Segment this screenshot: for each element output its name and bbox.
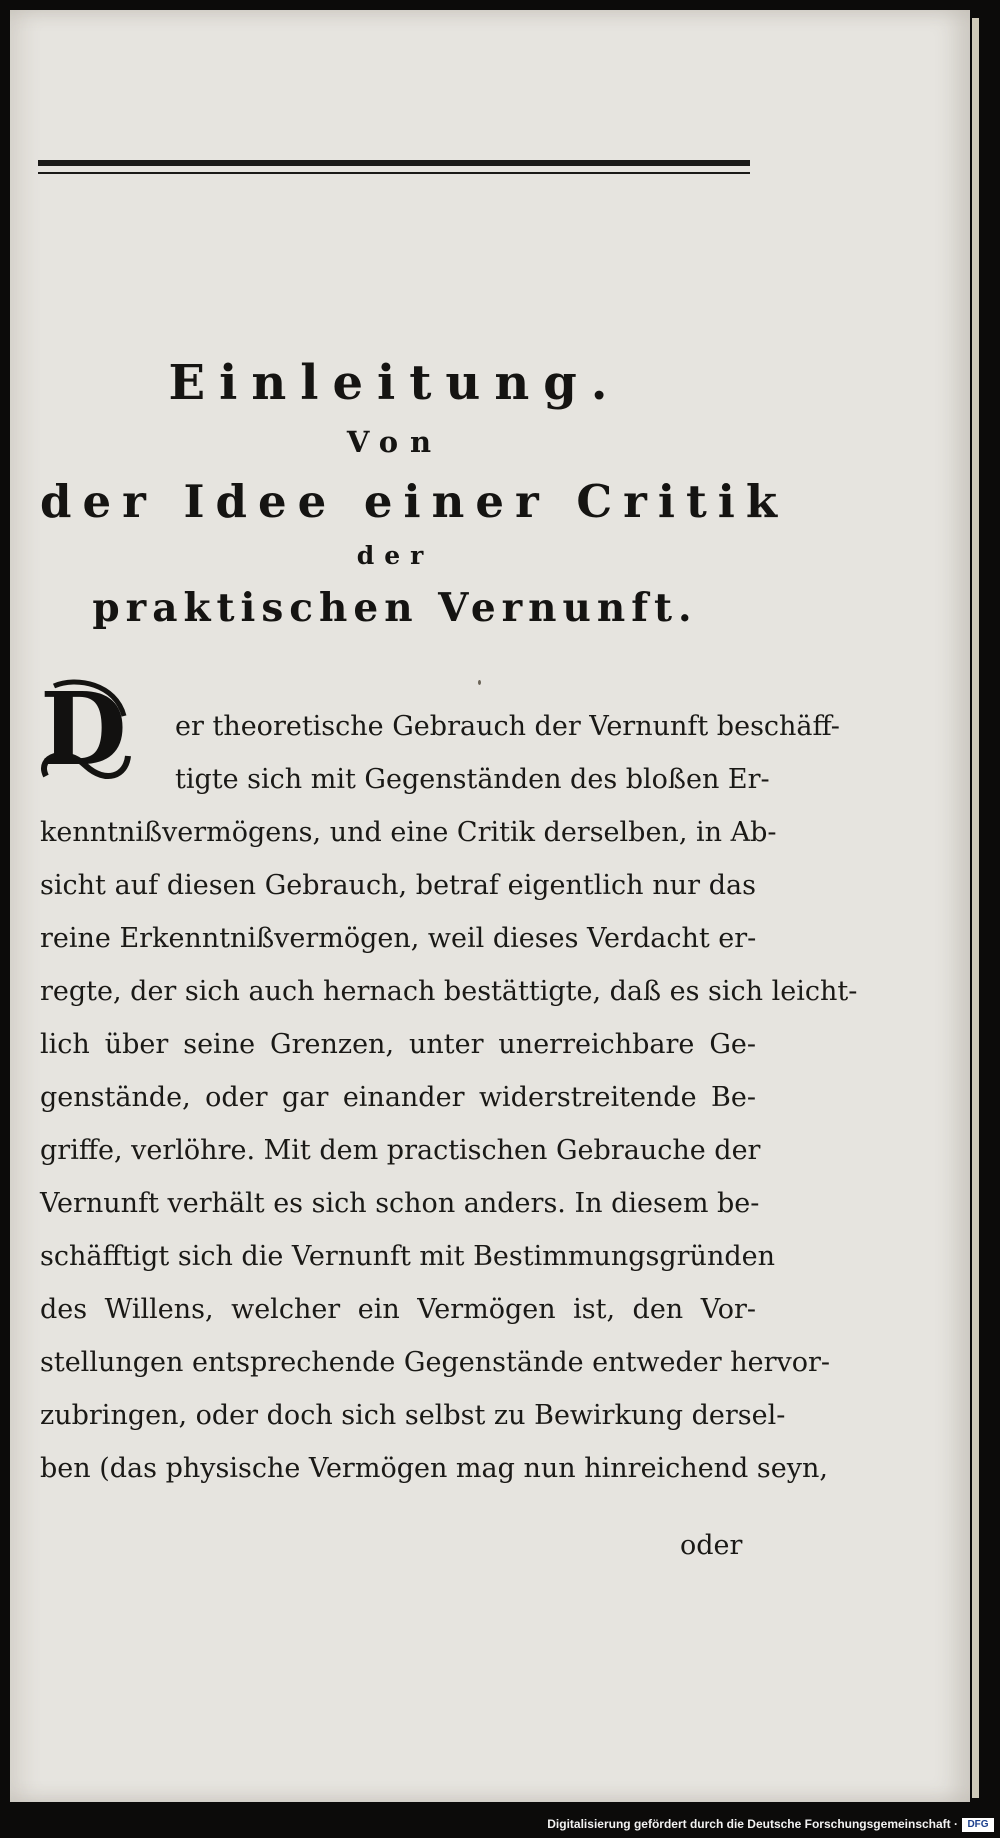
page-edge bbox=[972, 18, 979, 1798]
dfg-logo: DFG bbox=[962, 1818, 994, 1832]
heading-line-von: Von bbox=[346, 425, 444, 459]
text-line: griffe, verlöhre. Mit dem practischen Gebrauche der bbox=[40, 1135, 761, 1166]
dropcap-letter: D bbox=[40, 670, 127, 788]
text-line: stellungen entsprechende Gegenstände entweder hervor- bbox=[40, 1347, 831, 1378]
text-line: er theoretische Gebrauch der Vernunft beschäff- bbox=[175, 711, 840, 742]
heading-line-vernunft: praktischen Vernunft. bbox=[92, 585, 698, 631]
header-rule-thick bbox=[38, 160, 750, 166]
text-line: tigte sich mit Gegenständen des bloßen Er- bbox=[175, 764, 770, 795]
text-line: des Willens, welcher ein Vermögen ist, den Vor- bbox=[40, 1294, 756, 1325]
text-line: ben (das physische Vermögen mag nun hinreichend seyn, bbox=[40, 1453, 828, 1484]
text-line: reine Erkenntnißvermögen, weil dieses Verdacht er- bbox=[40, 923, 757, 954]
text-line: regte, der sich auch hernach bestättigte, daß es sich leicht- bbox=[40, 976, 858, 1007]
book-page bbox=[10, 10, 970, 1802]
catchword: oder bbox=[680, 1530, 743, 1561]
paper-speck bbox=[478, 680, 481, 685]
funding-notice: Digitalisierung gefördert durch die Deutsche Forschungsgemeinschaft · bbox=[547, 1817, 958, 1831]
text-line: genstände, oder gar einander widerstreitende Be- bbox=[40, 1082, 756, 1113]
heading-line-der: der bbox=[356, 541, 434, 570]
text-line: kenntnißvermögens, und eine Critik derselben, in Ab- bbox=[40, 817, 777, 848]
text-line: sicht auf diesen Gebrauch, betraf eigentlich nur das bbox=[40, 870, 756, 901]
heading-line-idee: der Idee einer Critik bbox=[40, 475, 789, 528]
text-line: lich über seine Grenzen, unter unerreichbare Ge- bbox=[40, 1029, 756, 1060]
chapter-title: Einleitung. bbox=[168, 355, 622, 411]
text-line: schäfftigt sich die Vernunft mit Bestimmungsgründen bbox=[40, 1241, 775, 1272]
text-line: zubringen, oder doch sich selbst zu Bewirkung dersel- bbox=[40, 1400, 786, 1431]
text-line: Vernunft verhält es sich schon anders. In diesem be- bbox=[40, 1188, 760, 1219]
header-rule-thin bbox=[38, 172, 750, 174]
footer-bar bbox=[0, 1812, 1000, 1838]
